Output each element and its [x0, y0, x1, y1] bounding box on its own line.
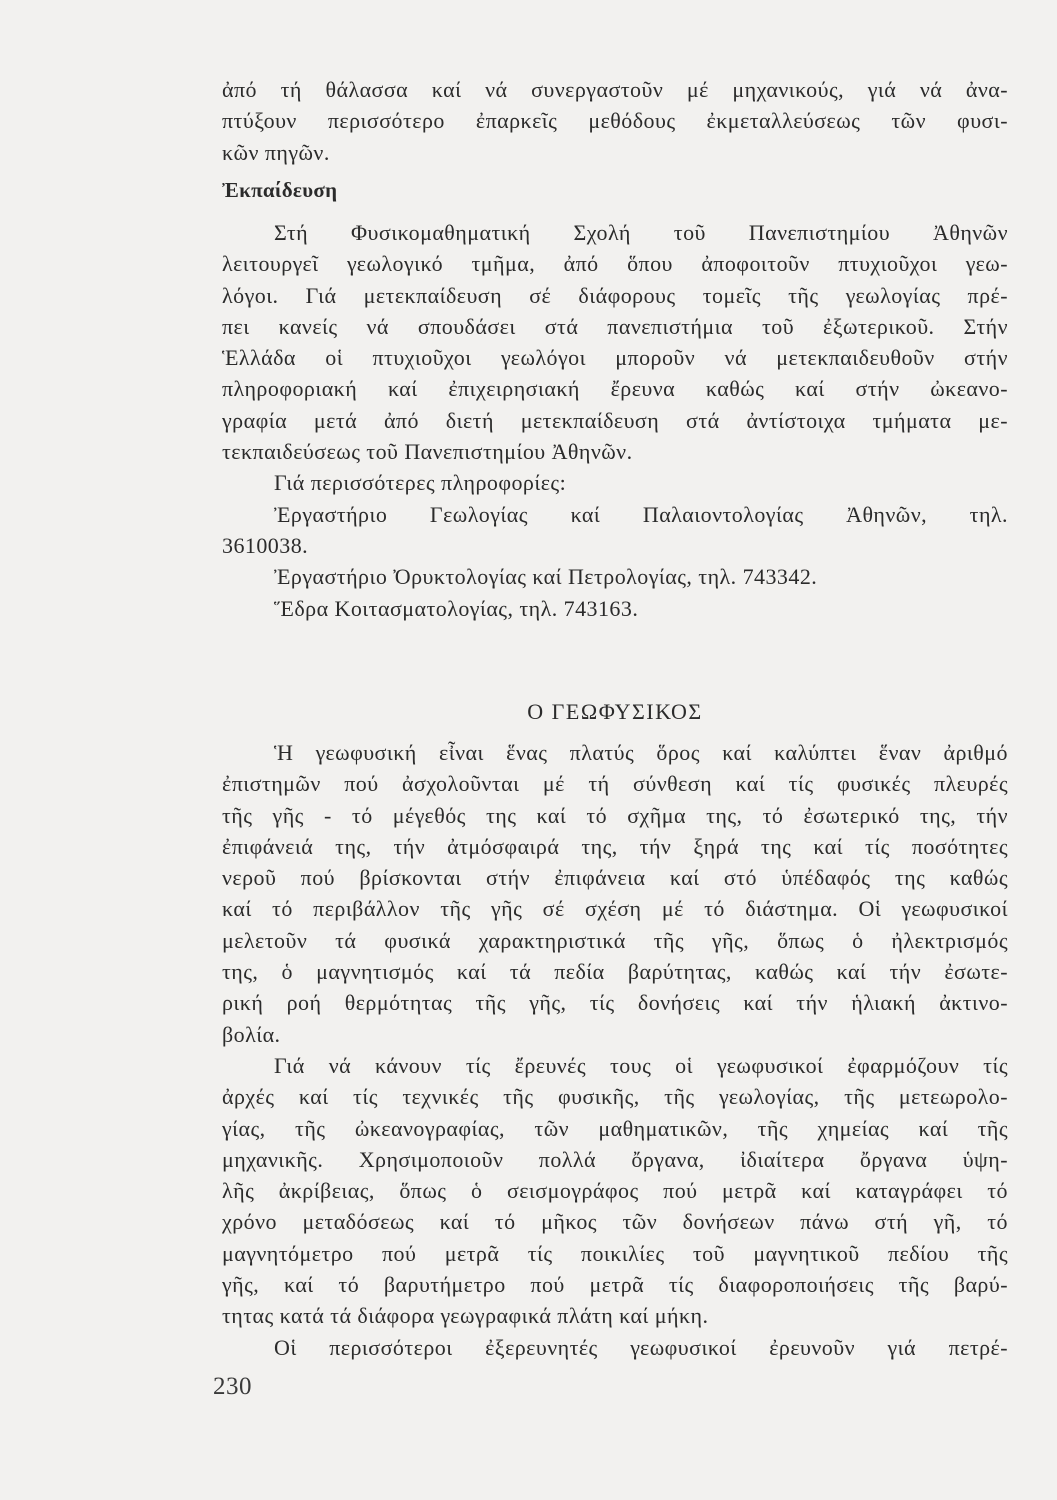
text-line: πληροφοριακή καί ἐπιχειρησιακή ἔρευνα καθώς καί στήν ὠκεανο-	[222, 376, 1008, 402]
text-line: μελετοῦν τά φυσικά χαρακτηριστικά τῆς γῆς, ὅπως ὁ ἠλεκτρισμός	[222, 927, 1008, 953]
text-line: ἐπιφάνειά της, τήν ἀτμόσφαιρά της, τήν ξηρά της καί τίς ποσότητες	[222, 833, 1008, 859]
chapter-title: Ο ΓΕΩΦΥΣΙΚΟΣ	[527, 699, 703, 724]
text-line: χρόνο μεταδόσεως καί τό μῆκος τῶν δονήσεων πάνω στή γῆ, τό	[222, 1209, 1008, 1235]
text-line: τῆς γῆς - τό μέγεθός της καί τό σχῆμα της, τό ἐσωτερικό της, τήν	[222, 802, 1008, 828]
section-heading-education: Ἐκπαίδευση	[222, 178, 338, 202]
text-line: λῆς ἀκρίβειας, ὅπως ὁ σεισμογράφος πού μετρᾶ καί καταγράφει τό	[222, 1178, 1008, 1204]
text-line: βολία.	[222, 1021, 281, 1047]
text-line: λειτουργεῖ γεωλογικό τμῆμα, ἀπό ὅπου ἀποφοιτοῦν πτυχιοῦχοι γεω-	[222, 251, 1008, 277]
text-line: Γιά νά κάνουν τίς ἔρευνές τους οἱ γεωφυσικοί ἐφαρμόζουν τίς	[274, 1052, 1008, 1078]
education-section	[222, 217, 1008, 624]
text-line: μαγνητόμετρο πού μετρᾶ τίς ποικιλίες τοῦ μαγνητικοῦ πεδίου τῆς	[222, 1240, 1008, 1266]
text-line: λόγοι. Γιά μετεκπαίδευση σέ διάφορους τομεῖς τῆς γεωλογίας πρέ-	[222, 282, 1008, 308]
continued-paragraph	[222, 74, 1008, 168]
text-line: νεροῦ πού βρίσκονται στήν ἐπιφάνεια καί στό ὑπέδαφός της καθώς	[222, 865, 1008, 891]
contact-line: 3610038.	[222, 532, 309, 558]
text-line: Οἱ περισσότεροι ἐξερευνητές γεωφυσικοί ἐρευνοῦν γιά πετρέ-	[274, 1334, 1008, 1360]
text-line: μηχανικῆς. Χρησιμοποιοῦν πολλά ὄργανα, ἰδιαίτερα ὄργανα ὑψη-	[222, 1146, 1008, 1172]
text-line: ἀρχές καί τίς τεχνικές τῆς φυσικῆς, τῆς γεωλογίας, τῆς μετεωρολο-	[222, 1084, 1008, 1110]
text-line: της, ὁ μαγνητισμός καί τά πεδία βαρύτητας, καθώς καί τήν ἐσωτε-	[222, 959, 1008, 985]
text-line: κῶν πηγῶν.	[222, 139, 330, 165]
text-line: πει κανείς νά σπουδάσει στά πανεπιστήμια τοῦ ἐξωτερικοῦ. Στήν	[222, 313, 1008, 339]
info-intro: Γιά περισσότερες πληροφορίες:	[274, 470, 567, 496]
text-line: ἀπό τή θάλασσα καί νά συνεργαστοῦν μέ μηχανικούς, γιά νά ἀνα-	[222, 77, 1008, 102]
text-line: γῆς, καί τό βαρυτήμετρο πού μετρᾶ τίς διαφοροποιήσεις τῆς βαρύ-	[222, 1272, 1008, 1298]
contact-line: Ἐργαστήριο Γεωλογίας καί Παλαιοντολογίας Ἀθηνῶν, τηλ.	[274, 501, 1008, 527]
text-line: γίας, τῆς ὠκεανογραφίας, τῶν μαθηματικῶν, τῆς χημείας καί τῆς	[222, 1115, 1008, 1141]
text-line: ἐπιστημῶν πού ἀσχολοῦνται μέ τή σύνθεση καί τίς φυσικές πλευρές	[222, 771, 1008, 797]
contact-line: Ἕδρα Κοιτασματολογίας, τηλ. 743163.	[274, 595, 639, 621]
text-line: καί τό περιβάλλον τῆς γῆς σέ σχέση μέ τό διάστημα. Οἱ γεωφυσικοί	[222, 896, 1008, 922]
text-line: τητας κατά τά διάφορα γεωγραφικά πλάτη καί μήκη.	[222, 1303, 709, 1329]
chapter-body	[222, 737, 1008, 1363]
page-number: 230	[213, 1373, 252, 1400]
text-line: Στή Φυσικομαθηματική Σχολή τοῦ Πανεπιστημίου Ἀθηνῶν	[274, 220, 1008, 245]
text-line: γραφία μετά ἀπό διετή μετεκπαίδευση στά ἀντίστοιχα τμήματα με-	[222, 407, 1008, 433]
text-line: ρική ροή θερμότητας τῆς γῆς, τίς δονήσεις καί τήν ἡλιακή ἀκτινο-	[222, 990, 1008, 1016]
text-line: πτύξουν περισσότερο ἐπαρκεῖς μεθόδους ἐκμεταλλεύσεως τῶν φυσι-	[222, 108, 1008, 134]
text-line: Ἑλλάδα οἱ πτυχιοῦχοι γεωλόγοι μποροῦν νά μετεκπαιδευθοῦν στήν	[222, 345, 1008, 371]
text-line: Ἡ γεωφυσική εἶναι ἕνας πλατύς ὅρος καί καλύπτει ἕναν ἀριθμό	[274, 740, 1008, 765]
text-line: τεκπαιδεύσεως τοῦ Πανεπιστημίου Ἀθηνῶν.	[222, 439, 633, 465]
contact-line: Ἐργαστήριο Ὀρυκτολογίας καί Πετρολογίας, τηλ. 743342.	[274, 564, 818, 590]
